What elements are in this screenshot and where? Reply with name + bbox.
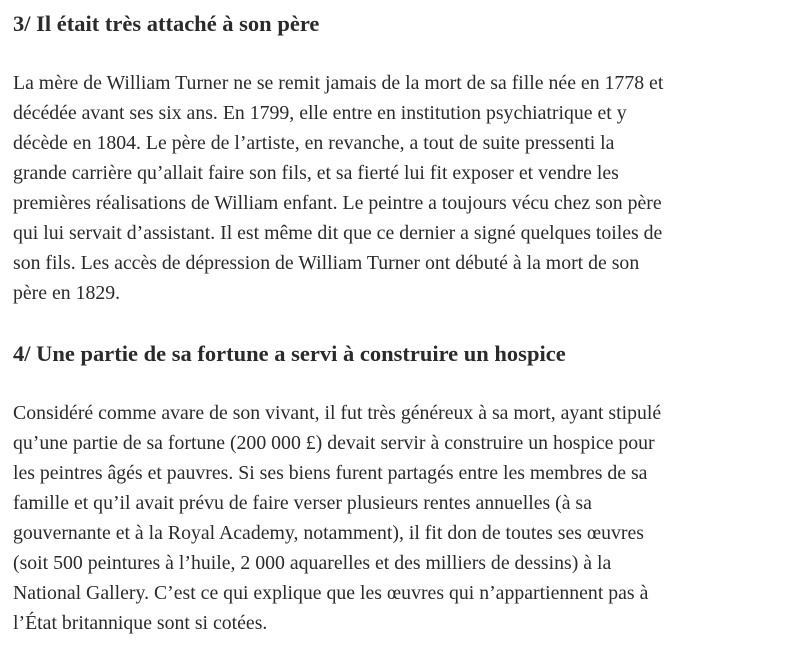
paragraph-line: les peintres âgés et pauvres. Si ses biens furent partagés entre les membres de sa	[13, 462, 648, 484]
paragraph-line: qui lui servait d’assistant. Il est même dit que ce dernier a signé quelques toiles de	[13, 222, 663, 244]
paragraph-line: premières réalisations de William enfant. Le peintre a toujours vécu chez son père	[13, 192, 662, 214]
paragraph-line: La mère de William Turner ne se remit jamais de la mort de sa fille née en 1778 et	[13, 72, 664, 94]
paragraph-line: père en 1829.	[13, 282, 121, 304]
section-3-heading: 3/ Il était très attaché à son père	[13, 11, 320, 36]
paragraph-line: Considéré comme avare de son vivant, il fut très généreux à sa mort, ayant stipulé	[13, 402, 662, 424]
section-3-paragraph	[13, 68, 794, 308]
paragraph-line: National Gallery. C’est ce qui explique que les œuvres qui n’appartiennent pas à	[13, 582, 649, 604]
section-3	[13, 8, 794, 308]
section-4-paragraph	[13, 398, 794, 638]
paragraph-line: décédée avant ses six ans. En 1799, elle entre en institution psychiatrique et y	[13, 102, 627, 124]
section-4	[13, 338, 794, 638]
paragraph-line: décède en 1804. Le père de l’artiste, en revanche, a tout de suite pressenti la	[13, 132, 615, 154]
paragraph-line: (soit 500 peintures à l’huile, 2 000 aquarelles et des milliers de dessins) à la	[13, 552, 612, 574]
paragraph-line: son fils. Les accès de dépression de William Turner ont débuté à la mort de son	[13, 252, 640, 274]
paragraph-line: qu’une partie de sa fortune (200 000 £) devait servir à construire un hospice pour	[13, 432, 655, 454]
section-4-heading: 4/ Une partie de sa fortune a servi à construire un hospice	[13, 341, 566, 366]
paragraph-line: famille et qu’il avait prévu de faire verser plusieurs rentes annuelles (à sa	[13, 492, 592, 514]
paragraph-line: gouvernante et à la Royal Academy, notamment), il fit don de toutes ses œuvres	[13, 522, 644, 544]
paragraph-line: grande carrière qu’allait faire son fils, et sa fierté lui fit exposer et vendre les	[13, 162, 619, 184]
paragraph-line: l’État britannique sont si cotées.	[13, 612, 268, 634]
